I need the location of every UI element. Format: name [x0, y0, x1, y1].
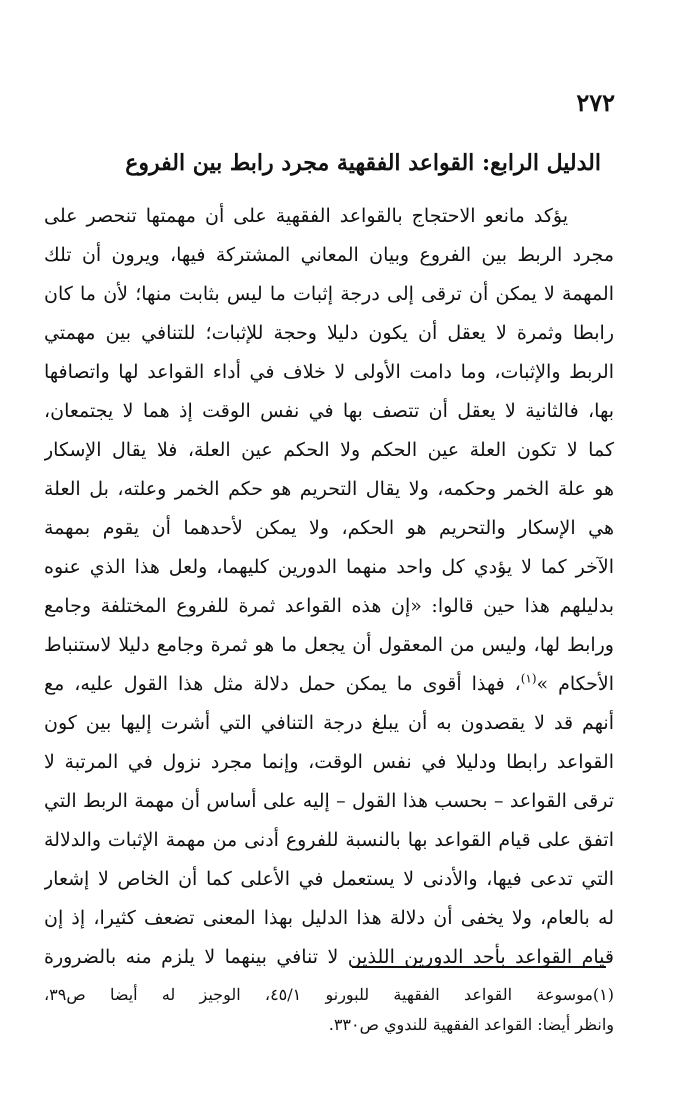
text-line: هو علة الخمر وحكمه، ولا يقال التحريم هو حكم الخمر وعلته، بل العلة — [44, 478, 614, 500]
quote-end-text: الأحكام » — [536, 673, 614, 695]
section-heading: الدليل الرابع: القواعد الفقهية مجرد رابط بين الفروع — [125, 150, 601, 176]
text-line: يؤكد مانعو الاحتجاج بالقواعد الفقهية على أن مهمتها تنحصر على — [44, 205, 568, 227]
text-line: التي تدعى فيها، والأدنى لا يستعمل في الأعلى كما أن الخاص لا إشعار — [44, 868, 614, 890]
text-line-with-footnote — [44, 665, 614, 704]
footnote-line: وانظر أيضا: القواعد الفقهية للندوي ص٣٣٠. — [328, 1015, 614, 1034]
text-line: الربط والإثبات، وما دامت الأولى لا خلاف في أداء القواعد لها واتصافها — [44, 361, 614, 383]
text-line: القواعد رابطا ودليلا في نفس الوقت، وإنما مجرد نزول في المرتبة لا — [44, 751, 614, 773]
text-line: الآخر كما لا يؤدي كل واحد منهما الدورين كليهما، ولعل هذا الذي عنوه — [44, 556, 614, 578]
text-line: رابطا وثمرة لا يعقل أن يكون دليلا وحجة للإثبات؛ للتنافي بين مهمتي — [44, 322, 614, 344]
text-line: بها، فالثانية لا يعقل أن تتصف بها في نفس الوقت إذ هما لا يجتمعان، — [44, 400, 614, 422]
footnote-line: (١)موسوعة القواعد الفقهية للبورنو ٤٥/١، الوجيز له أيضا ص٣٩، — [44, 985, 614, 1004]
footnote-reference[interactable]: (١) — [520, 671, 537, 686]
page-number: ٢٧٢ — [576, 88, 615, 117]
text-line: ورابط لها، وليس من المعقول أن يجعل ما هو ثمرة وجامع دليلا لاستنباط — [44, 634, 614, 656]
text-continuation: ، فهذا أقوى ما يمكن حمل دلالة مثل هذا القول عليه، مع — [44, 673, 521, 695]
text-line: كما لا تكون العلة عين الحكم ولا الحكم عين العلة، فلا يقال الإسكار — [44, 439, 614, 461]
text-line: قيام القواعد بأحد الدورين اللذين لا تنافي بينهما لا يلزم منه بالضرورة — [44, 946, 614, 968]
text-line: له بالعام، ولا يخفى أن دلالة هذا الدليل بهذا المعنى تضعف كثيرا، إذ إن — [44, 907, 614, 929]
text-line: مجرد الربط بين الفروع وبيان المعاني المشتركة فيها، ويرون أن تلك — [44, 244, 614, 266]
text-line: أنهم قد لا يقصدون به أن يبلغ درجة التنافي التي أشرت إليها بين كون — [44, 712, 614, 734]
footnotes — [44, 980, 614, 1040]
text-line: ترقى القواعد – بحسب هذا القول – إليه على أساس أن مهمة الربط التي — [44, 790, 614, 812]
text-line: بدليلهم هذا حين قالوا: «إن هذه القواعد ثمرة للفروع المختلفة وجامع — [44, 595, 614, 617]
text-line: هي الإسكار والتحريم هو الحكم، ولا يمكن لأحدهما أن يقوم بمهمة — [44, 517, 614, 539]
body-text — [44, 197, 614, 977]
text-line: المهمة لا يمكن أن ترقى إلى درجة إثبات ما ليس بثابت منها؛ لأن ما كان — [44, 283, 614, 305]
footnote-divider — [352, 966, 606, 968]
text-line: اتفق على قيام القواعد بها بالنسبة للفروع أدنى من مهمة الإثبات والدلالة — [44, 829, 614, 851]
